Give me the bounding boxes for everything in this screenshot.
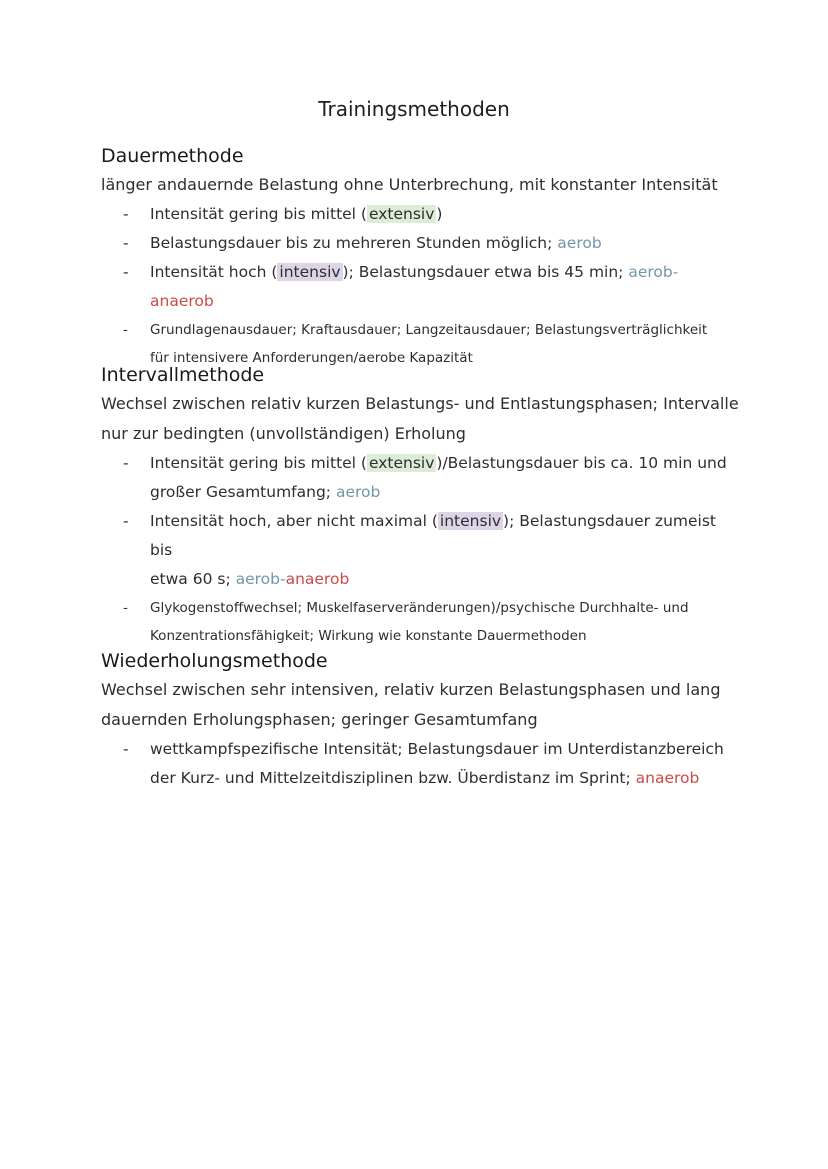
bullet-text: wettkampfspezifische Intensität; Belastungsdauer im Unterdistanzbereich [150,740,724,758]
bullet-text: etwa 60 s; [150,570,236,588]
aerob-anaerob-separator: - [672,263,679,281]
list-item [101,200,741,229]
highlight-intensiv: intensiv [439,512,502,530]
highlight-extensiv: extensiv [368,454,435,472]
anaerob-label: anaerob [285,570,350,588]
section-heading: Wiederholungsmethode [101,650,328,672]
section-description: nur zur bedingten (unvollständigen) Erholung [101,424,466,443]
section-heading: Dauermethode [101,145,244,167]
page-title: Trainingsmethoden [318,97,510,121]
bullet-text: Konzentrationsfähigkeit; Wirkung wie konstante Dauermethoden [150,628,587,644]
highlight-intensiv: intensiv [279,263,341,281]
list-item [101,258,741,316]
bullet-list [101,735,741,793]
section-description: Wechsel zwischen relativ kurzen Belastungs- und Entlastungsphasen; Intervalle [101,394,739,413]
bullet-text: Grundlagenausdauer; Kraftausdauer; Langzeitausdauer; Belastungsverträglichkeit [150,322,708,338]
anaerob-label: anaerob [635,769,700,787]
bullet-text: Glykogenstoffwechsel; Muskelfaserveränderungen)/psychische Durchhalte- und [150,600,689,616]
bullet-text: ) [436,205,443,223]
list-item [101,229,741,258]
bullet-text: Intensität gering bis mittel ( [150,454,367,472]
anaerob-label: anaerob [150,292,214,310]
dash-marker: - [123,322,128,338]
bullet-text: Intensität gering bis mittel ( [150,205,367,223]
dash-marker: - [123,234,129,252]
aerob-anaerob-separator: - [279,570,286,588]
bullet-text: Intensität hoch, aber nicht maximal ( [150,512,438,530]
aerob-label: aerob [628,263,673,281]
aerob-label: aerob [235,570,280,588]
section-description: dauernden Erholungsphasen; geringer Gesamtumfang [101,710,538,729]
bullet-text: Intensität hoch ( [150,263,278,281]
aerob-label: aerob [557,234,602,252]
list-item [101,735,741,793]
aerob-label: aerob [335,483,381,501]
section-description: länger andauernde Belastung ohne Unterbrechung, mit konstanter Intensität [101,175,718,194]
dash-marker: - [123,512,129,530]
bullet-text: Belastungsdauer bis zu mehreren Stunden möglich; [150,234,558,252]
list-item [101,449,741,507]
list-item [101,594,741,650]
highlight-extensiv: extensiv [368,205,435,223]
section-heading: Intervallmethode [101,364,265,386]
bullet-text: ); Belastungsdauer etwa bis 45 min; [342,263,629,281]
bullet-text: ); Belastungsdauer zumeist bis [150,512,716,559]
bullet-list [101,449,741,650]
bullet-text: der Kurz- und Mittelzeitdisziplinen bzw. Überdistanz im Sprint; [150,769,636,787]
section-intervallmethode [101,361,741,650]
section-dauermethode [101,142,741,372]
dash-marker: - [123,205,129,223]
bullet-text: für intensivere Anforderungen/aerobe Kapazität [150,350,473,366]
dash-marker: - [123,740,129,758]
bullet-text: großer Gesamtumfang; [150,483,336,501]
section-wiederholungsmethode [101,647,741,793]
section-description: Wechsel zwischen sehr intensiven, relativ kurzen Belastungsphasen und lang [101,680,721,699]
dash-marker: - [123,454,129,472]
dash-marker: - [123,600,128,616]
dash-marker: - [123,263,129,281]
list-item [101,507,741,594]
bullet-list [101,200,741,372]
bullet-text: )/Belastungsdauer bis ca. 10 min und [436,454,727,472]
